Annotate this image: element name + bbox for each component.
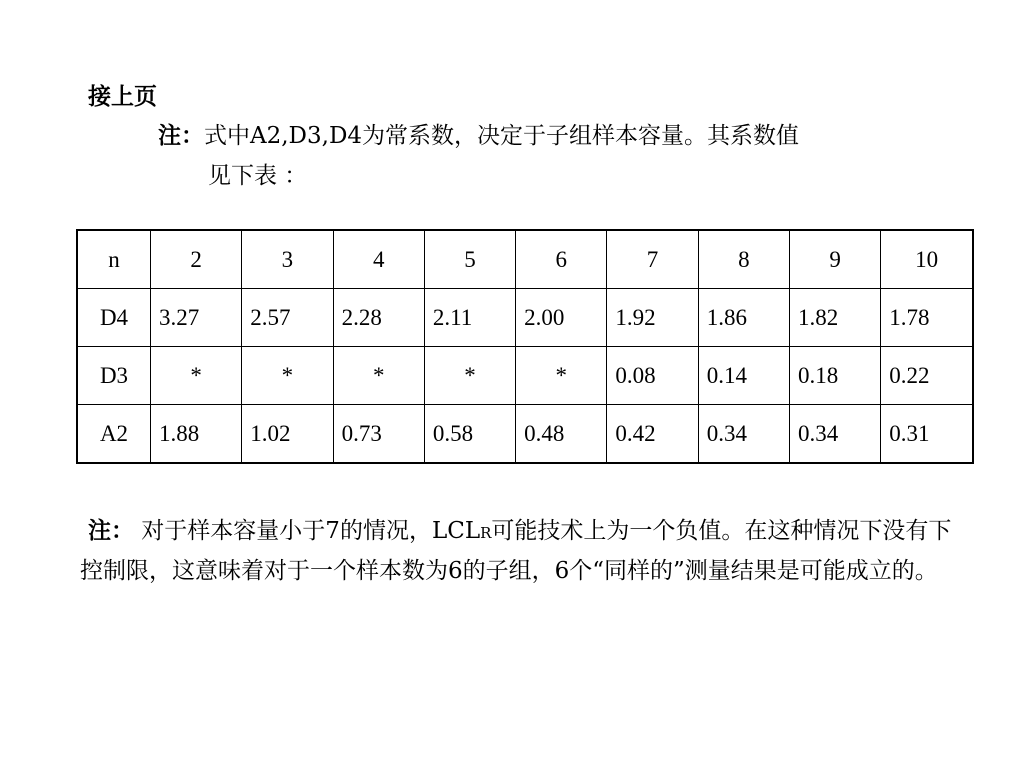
header-cell: 8 [698,230,789,289]
table-cell: * [424,347,515,405]
table-header-row [77,230,973,289]
header-cell: 2 [151,230,242,289]
note-text-after: 可能技术上为一个负值。在这种情况下没有下控制限，这意味着对于一个样本数为6的子组，6个“同样的”测量结果是可能成立的。 [80,518,952,584]
note-text-before: 对于样本容量小于7的情况，LCL [134,518,481,544]
table-cell: 1.86 [698,289,789,347]
header-cell: 10 [881,230,973,289]
coefficient-table [76,229,974,464]
table-cell: 0.08 [607,347,698,405]
note-text-line2: 见下表 ： [208,163,308,189]
header-cell: 9 [789,230,880,289]
table-cell: 0.73 [333,405,424,464]
table-cell: 0.18 [789,347,880,405]
row-label: D4 [77,289,151,347]
table-cell: 0.14 [698,347,789,405]
table-cell: 0.34 [789,405,880,464]
note-text-line1: 式中A2,D3,D4为常系数，决定于子组样本容量。其系数值 [204,123,800,149]
note-label: 注： [158,122,204,149]
table-cell: 0.22 [881,347,973,405]
header-cell: 4 [333,230,424,289]
table-cell: 3.27 [151,289,242,347]
table-row-d4 [77,289,973,347]
note-coefficients [158,116,958,196]
table-cell: * [151,347,242,405]
note-label: 注： [88,517,134,544]
table-cell: * [242,347,333,405]
note-lcl [80,512,970,590]
table-cell: 1.78 [881,289,973,347]
table-cell: 0.31 [881,405,973,464]
table-cell: 1.92 [607,289,698,347]
header-cell: 6 [516,230,607,289]
row-label: D3 [77,347,151,405]
table-cell: 2.11 [424,289,515,347]
page-heading: 接上页 [88,83,157,110]
table-cell: * [516,347,607,405]
table-cell: 0.42 [607,405,698,464]
table-cell: 2.00 [516,289,607,347]
header-cell: 3 [242,230,333,289]
table-cell: 1.88 [151,405,242,464]
table-row-a2 [77,405,973,464]
table-cell: 0.34 [698,405,789,464]
note-subscript: R [480,524,492,542]
table-cell: 2.28 [333,289,424,347]
table-cell: * [333,347,424,405]
table-cell: 1.82 [789,289,880,347]
row-label: A2 [77,405,151,464]
table-cell: 2.57 [242,289,333,347]
table-cell: 1.02 [242,405,333,464]
table-row-d3 [77,347,973,405]
header-cell: n [77,230,151,289]
table-cell: 0.48 [516,405,607,464]
table-cell: 0.58 [424,405,515,464]
header-cell: 5 [424,230,515,289]
header-cell: 7 [607,230,698,289]
